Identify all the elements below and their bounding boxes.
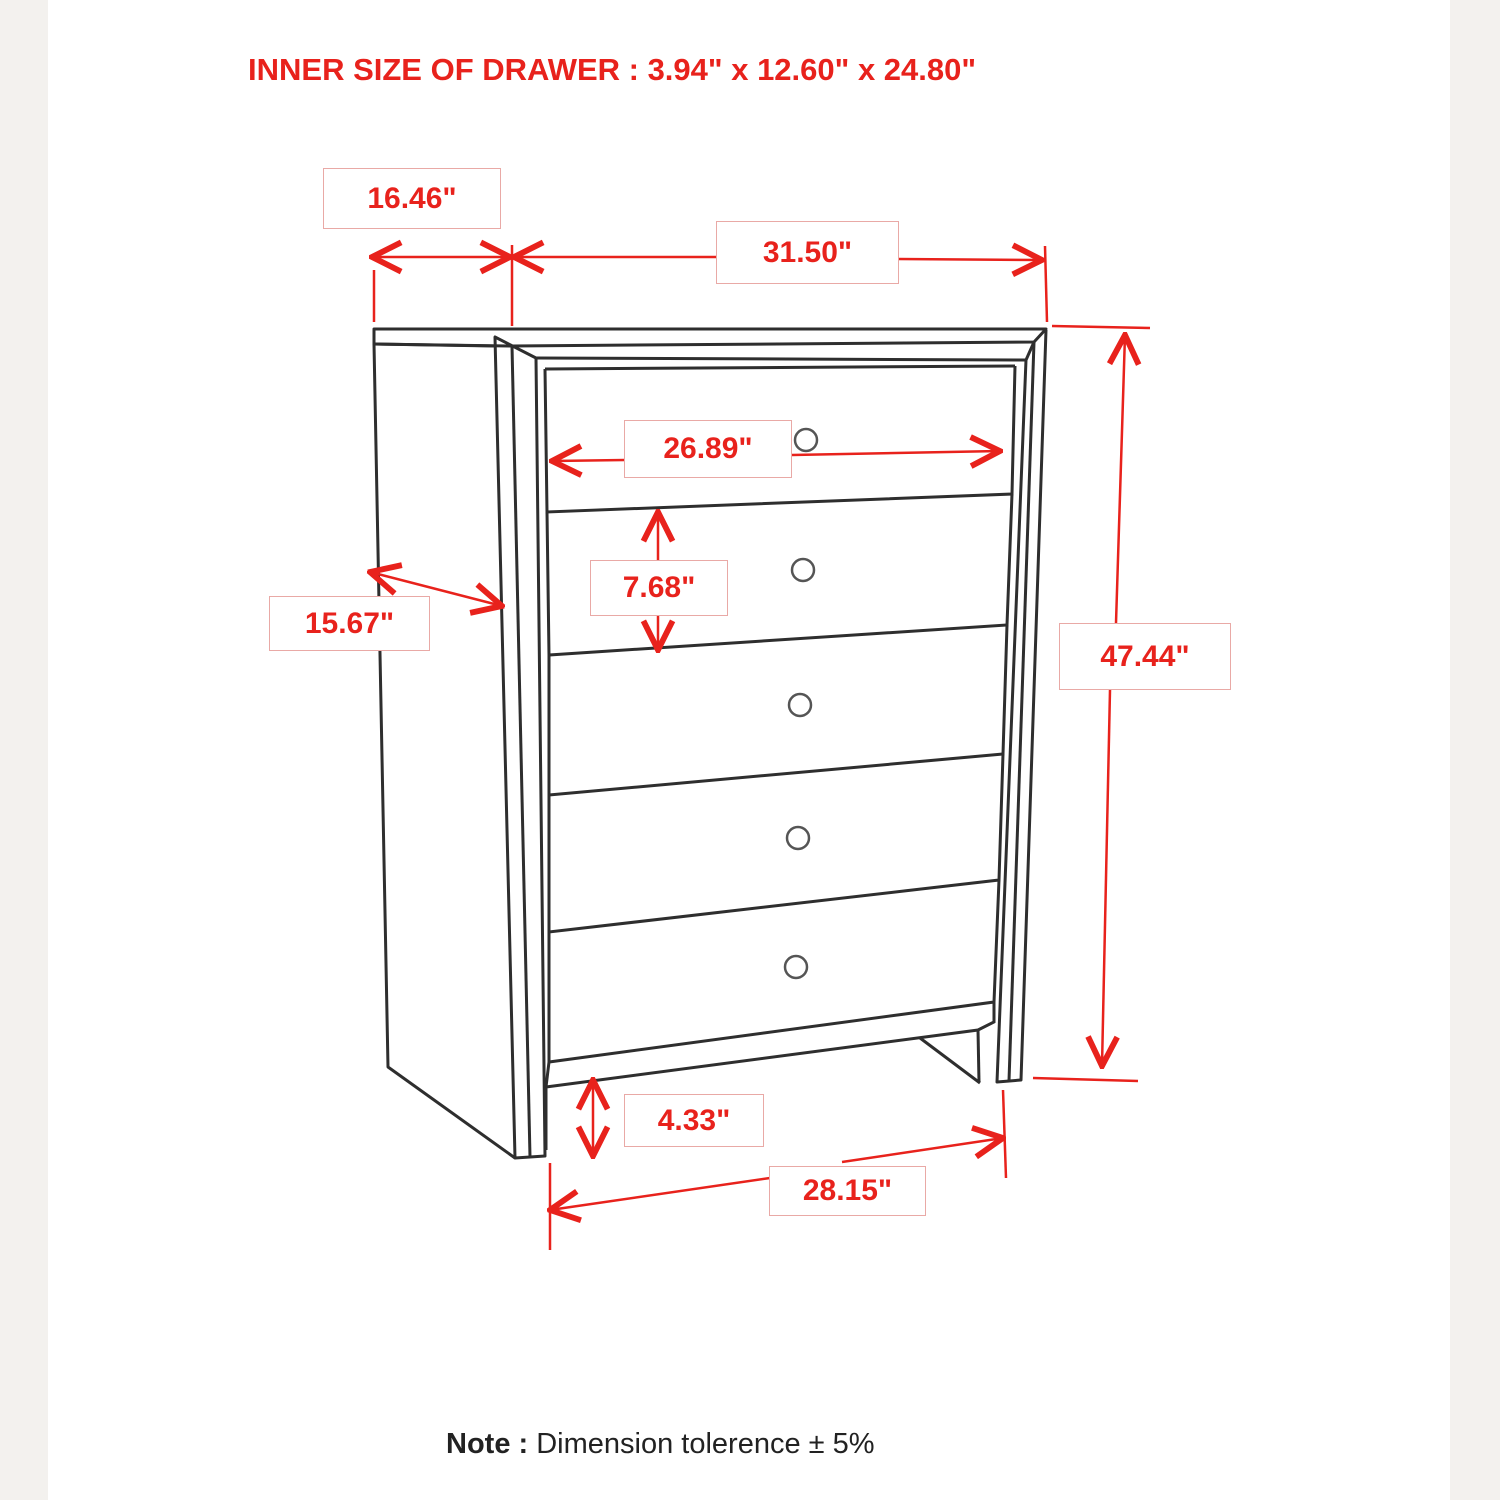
drawer-knobs (785, 429, 817, 978)
note-label: Note : (446, 1428, 529, 1460)
knob-5 (785, 956, 807, 978)
drawer-inner-size-title: INNER SIZE OF DRAWER : 3.94" x 12.60" x 24.80" (248, 52, 977, 87)
dimension-top-depth: 16.46" (323, 168, 501, 229)
dimension-base-width: 28.15" (769, 1166, 926, 1216)
knob-1 (795, 429, 817, 451)
dimension-base-clearance: 4.33" (624, 1094, 764, 1147)
knob-2 (792, 559, 814, 581)
dimension-side-depth: 15.67" (269, 596, 430, 651)
dimension-top-width: 31.50" (716, 221, 899, 284)
knob-3 (789, 694, 811, 716)
note-text: Dimension tolerence ± 5% (528, 1428, 875, 1460)
dimension-drawer-height: 7.68" (590, 560, 728, 616)
knob-4 (787, 827, 809, 849)
dimension-overall-height: 47.44" (1059, 623, 1231, 690)
dimension-drawer-width: 26.89" (624, 420, 792, 478)
drawer-fronts (545, 366, 1015, 1150)
tolerance-note (446, 1428, 875, 1461)
